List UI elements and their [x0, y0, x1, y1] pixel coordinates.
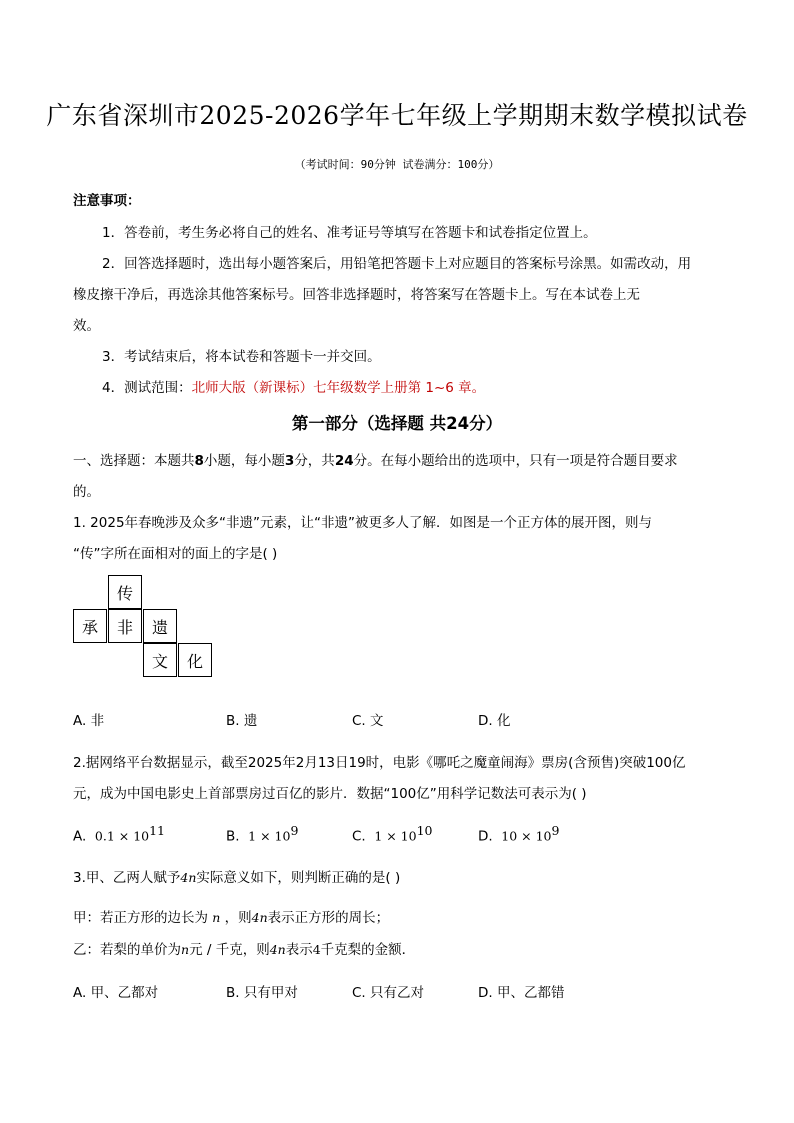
- question-3-yi: [73, 938, 415, 958]
- question-1-line2: “传”字所在面相对的面上的字是( ): [73, 546, 278, 562]
- section-intro-line2: 的。: [73, 484, 100, 500]
- q2-option-a: [73, 823, 165, 845]
- q3-variable: n: [181, 942, 190, 957]
- notice-item-2-line2: 橡皮擦干净后，再选涂其他答案标号。回答非选择题时，将答案写在答题卡上。写在本试卷上无: [73, 287, 640, 303]
- q3-text: 表示: [285, 942, 313, 958]
- notice-item-4: [102, 376, 485, 396]
- q3-option-d: D. 甲、乙都错: [478, 985, 565, 1001]
- q1-option-d: D. 化: [478, 713, 511, 729]
- notice-heading: 注意事项：: [73, 193, 141, 209]
- exam-info: （考试时间：90分钟 试卷满分：100分）: [294, 158, 500, 171]
- option-base: 10 × 10: [501, 828, 552, 844]
- scope-prefix: 4．测试范围：: [102, 380, 192, 396]
- option-base: 1 × 10: [248, 828, 291, 844]
- option-exponent: 9: [551, 823, 560, 838]
- option-label: A.: [73, 828, 87, 845]
- question-2-line1: 2.据网络平台数据显示，截至2025年2月13日19时，电影《哪吒之魔童闹海》票房(含预售)突破100亿: [73, 755, 686, 771]
- q3-expression: 4n: [251, 910, 268, 925]
- q3-text: 实际意义如下，则判断正确的是( ): [196, 870, 401, 886]
- section-intro: [73, 449, 678, 469]
- option-exponent: 9: [290, 823, 299, 838]
- q3-text: 千克梨的金额．: [320, 942, 416, 958]
- intro-text: 一、选择题：本题共: [73, 453, 195, 469]
- intro-text: 分，共: [294, 453, 335, 469]
- option-label: C.: [352, 828, 366, 845]
- q2-option-c: [352, 823, 433, 845]
- q2-option-b: [226, 823, 298, 845]
- q3-option-a: A. 甲、乙都对: [73, 985, 159, 1001]
- net-cell-hua: 化: [178, 643, 212, 677]
- net-cell-fei: 非: [108, 609, 142, 643]
- option-base: 1 × 10: [374, 828, 417, 844]
- section-title: 第一部分（选择题 共24分）: [291, 414, 503, 433]
- q1-option-a: A. 非: [73, 713, 105, 729]
- intro-total: 24: [334, 453, 354, 469]
- question-3-jia: [73, 906, 389, 926]
- q3-text: 表示正方形的周长；: [267, 910, 390, 926]
- q3-option-b: B. 只有甲对: [226, 985, 298, 1001]
- q3-option-c: C. 只有乙对: [352, 985, 425, 1001]
- net-cell-chuan: 传: [108, 575, 142, 609]
- intro-points: 3: [284, 453, 295, 469]
- q3-text: 元 / 千克，则: [189, 942, 270, 958]
- intro-text: 分。在每小题给出的选项中，只有一项是符合题目要求: [353, 453, 678, 469]
- scope-text: 北师大版（新课标）七年级数学上册第 1~6 章。: [191, 380, 486, 396]
- question-1-line1: 1. 2025年春晚涉及众多“非遗”元素，让“非遗”被更多人了解．如图是一个正方体的展开图，则与: [73, 515, 653, 531]
- notice-item-1: 1．答卷前，考生务必将自己的姓名、准考证号等填写在答题卡和试卷指定位置上。: [102, 225, 597, 241]
- q3-text: 乙：若梨的单价为: [73, 942, 181, 958]
- intro-count: 8: [194, 453, 204, 469]
- q3-expression: 4n: [180, 870, 197, 885]
- question-2-line2: 元，成为中国电影史上首部票房过百亿的影片．数据“100亿”用科学记数法可表示为( ): [73, 786, 587, 802]
- net-cell-wen: 文: [143, 643, 177, 677]
- net-cell-yi: 遗: [143, 609, 177, 643]
- notice-item-2-line3: 效。: [73, 318, 100, 334]
- q1-option-b: B. 遗: [226, 713, 258, 729]
- option-base: 0.1 × 10: [94, 828, 150, 844]
- notice-item-3: 3．考试结束后，将本试卷和答题卡一并交回。: [102, 349, 381, 365]
- option-label: B.: [226, 828, 240, 845]
- q3-text: ，则: [224, 910, 252, 926]
- q2-option-d: [478, 823, 559, 845]
- q3-text: 甲：若正方形的边长为: [73, 910, 208, 926]
- intro-text: 小题，每小题: [203, 453, 285, 469]
- option-label: D.: [478, 828, 493, 845]
- q1-option-c: C. 文: [352, 713, 384, 729]
- option-exponent: 11: [149, 823, 166, 838]
- q3-text: 3.甲、乙两人赋予: [73, 870, 181, 886]
- q3-variable: n: [212, 910, 221, 925]
- q3-expression: 4n: [269, 942, 286, 957]
- option-exponent: 10: [416, 823, 433, 838]
- question-3-line1: [73, 866, 400, 886]
- q3-number: 4: [312, 942, 321, 957]
- notice-item-2-line1: 2．回答选择题时，选出每小题答案后，用铅笔把答题卡上对应题目的答案标号涂黑。如需改动，用: [102, 256, 692, 272]
- page-title: 广东省深圳市2025-2026学年七年级上学期期末数学模拟试卷: [46, 101, 748, 130]
- net-cell-cheng: 承: [73, 609, 107, 643]
